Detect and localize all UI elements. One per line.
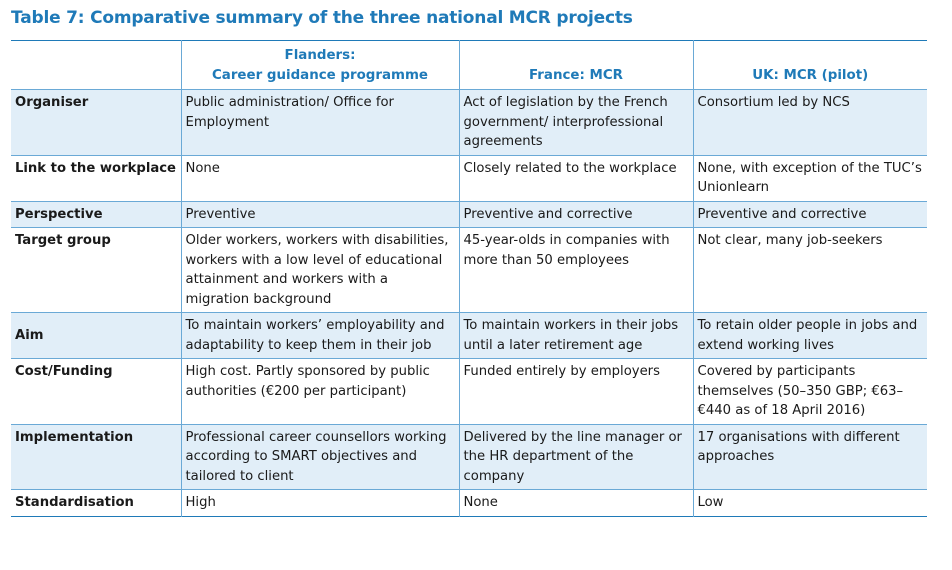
header-france: France: MCR bbox=[459, 41, 693, 90]
header-flanders-line1: Flanders: bbox=[284, 48, 356, 63]
cell-uk: 17 organisations with different approaches bbox=[693, 424, 927, 490]
cell-france: Act of legislation by the French government/ interprofessional agreements bbox=[459, 90, 693, 156]
row-label-cost-funding: Cost/Funding bbox=[15, 364, 113, 379]
cell-france: Funded entirely by employers bbox=[459, 359, 693, 425]
cell-flanders: Preventive bbox=[181, 201, 459, 228]
cell-uk: Low bbox=[693, 490, 927, 517]
header-uk: UK: MCR (pilot) bbox=[693, 41, 927, 90]
cell-flanders: Older workers, workers with disabilities, workers with a low level of educational attainment and workers with a migration background bbox=[181, 228, 459, 313]
cell-uk: Covered by participants themselves (50–350 GBP; €63–€440 as of 18 April 2016) bbox=[693, 359, 927, 425]
row-label-implementation: Implementation bbox=[15, 429, 134, 445]
row-label-perspective: Perspective bbox=[15, 206, 103, 222]
table-row bbox=[11, 359, 927, 425]
cell-flanders: High cost. Partly sponsored by public authorities (€200 per participant) bbox=[181, 359, 459, 425]
table-row bbox=[11, 424, 927, 490]
row-label-aim: Aim bbox=[15, 327, 44, 343]
cell-france: 45-year-olds in companies with more than 50 employees bbox=[459, 228, 693, 313]
cell-france: Delivered by the line manager or the HR department of the company bbox=[459, 424, 693, 490]
row-label-link-to-workplace: Link to the workplace bbox=[15, 160, 176, 176]
table-row bbox=[11, 228, 927, 313]
cell-uk: Preventive and corrective bbox=[693, 201, 927, 228]
table-row bbox=[11, 155, 927, 201]
cell-uk: Not clear, many job-seekers bbox=[693, 228, 927, 313]
comparison-table bbox=[11, 40, 927, 517]
cell-flanders: High bbox=[181, 490, 459, 517]
cell-uk: Consortium led by NCS bbox=[693, 90, 927, 156]
cell-flanders: To maintain workers’ employability and adaptability to keep them in their job bbox=[181, 313, 459, 359]
table-title: Table 7: Comparative summary of the three national MCR projects bbox=[11, 8, 633, 28]
row-label-target-group: Target group bbox=[15, 233, 111, 248]
table-row bbox=[11, 490, 927, 517]
row-label-standardisation: Standardisation bbox=[15, 495, 134, 510]
cell-flanders: Public administration/ Office for Employment bbox=[181, 90, 459, 156]
row-label-organiser: Organiser bbox=[15, 95, 89, 110]
cell-uk: To retain older people in jobs and extend working lives bbox=[693, 313, 927, 359]
header-empty-cell bbox=[11, 41, 181, 90]
header-flanders-line2: Career guidance programme bbox=[211, 67, 429, 83]
cell-flanders: Professional career counsellors working according to SMART objectives and tailored to client bbox=[181, 424, 459, 490]
cell-france: None bbox=[459, 490, 693, 517]
cell-uk: None, with exception of the TUC’s Unionlearn bbox=[693, 155, 927, 201]
cell-france: Closely related to the workplace bbox=[459, 155, 693, 201]
table-row bbox=[11, 201, 927, 228]
header-flanders bbox=[181, 41, 459, 90]
table-header-row bbox=[11, 41, 927, 90]
table-row bbox=[11, 313, 927, 359]
cell-flanders: None bbox=[181, 155, 459, 201]
table-row bbox=[11, 90, 927, 156]
cell-france: To maintain workers in their jobs until a later retirement age bbox=[459, 313, 693, 359]
cell-france: Preventive and corrective bbox=[459, 201, 693, 228]
